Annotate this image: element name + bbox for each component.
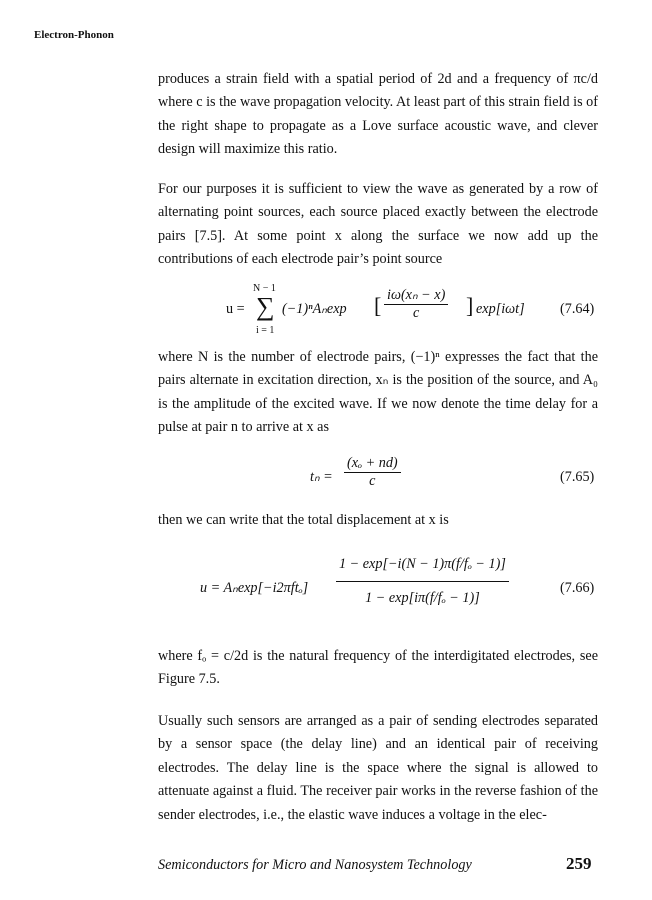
eq766-fraction: $\frac{\text{1 − exp[−i(N − 1)π(f/fₒ − 1)]}}{\text{1 − exp[iπ(f/fₒ − 1)]}}$ — [336, 556, 509, 607]
sigma-icon: ∑ — [256, 292, 275, 321]
equation-number-7-64: (7.64) — [560, 301, 595, 317]
paragraph-sensor-arrangement: Usually such sensors are arranged as a pair of sending electrodes separated by a sensor space (the delay line) and an identical pair of receiving electrodes. The delay line is the space where the signal is allowed to attenuate against a fluid. The receiver pair works in the reverse fashion of the sender electrodes, i.e., the elastic wave induces a voltage in the elec- — [158, 713, 598, 823]
equation-7-66 — [200, 550, 530, 625]
eq764-sum-lower: i = 1 — [256, 325, 275, 336]
eq765-lhs: tₙ = — [310, 469, 333, 485]
eq765-fraction: $\frac{\text{(xₒ + nd)}}{c}$ — [344, 455, 401, 490]
equation-7-65 — [310, 455, 430, 499]
footer-book-title: Semiconductors for Micro and Nanosystem Technology — [158, 857, 472, 873]
footer-page-number: 259 — [566, 854, 592, 873]
paragraph-point-sources: For our purposes it is sufficient to view the wave as generated by a row of alternating point sources, each source placed exactly between the electrode pairs [7.5]. At some point x along the surface we now add up the contributions of each electrode pair’s point source — [158, 181, 598, 268]
eq764-bracket-open: [ — [374, 293, 382, 318]
eq766-lhs: u = Aₙexp[−i2πftₒ] — [200, 580, 309, 596]
paragraph-natural-frequency: where fₒ = c/2d is the natural frequency of the interdigitated electrodes, see Figure 7.5. — [158, 648, 598, 688]
paragraph-definitions: where N is the number of electrode pairs, (−1)ⁿ expresses the fact that the pairs alternate in excitation direction, xₙ is the position of the source, and A₀ is the amplitude of the excited wave. If we now denote the time delay for a pulse at pair n to arrive at x as — [158, 349, 598, 436]
eq764-lhs: u = — [226, 301, 245, 317]
paragraph-total-displacement: then we can write that the total displacement at x is — [158, 512, 449, 528]
running-head: Electron-Phonon — [34, 29, 114, 41]
equation-number-7-66: (7.66) — [560, 580, 595, 596]
equation-number-7-65: (7.65) — [560, 469, 595, 485]
paragraph-strain-field: produces a strain field with a spatial period of 2d and a frequency of πc/d where c is the wave propagation velocity. At least part of this strain field is of the right shape to propagate as a Love surface acoustic wave, and clever design will maximize this ratio. — [158, 71, 598, 158]
eq764-bracket-close: ] — [466, 293, 474, 318]
equation-7-64 — [226, 283, 546, 343]
eq764-term: (−1)ⁿAₙexp — [282, 301, 347, 317]
eq764-exp-fraction: $\frac{\text{iω(xₙ − x)}}{c}$ — [384, 287, 448, 322]
eq764-tail: exp[iωt] — [476, 301, 525, 317]
eq764-sum-upper: N − 1 — [253, 283, 276, 294]
